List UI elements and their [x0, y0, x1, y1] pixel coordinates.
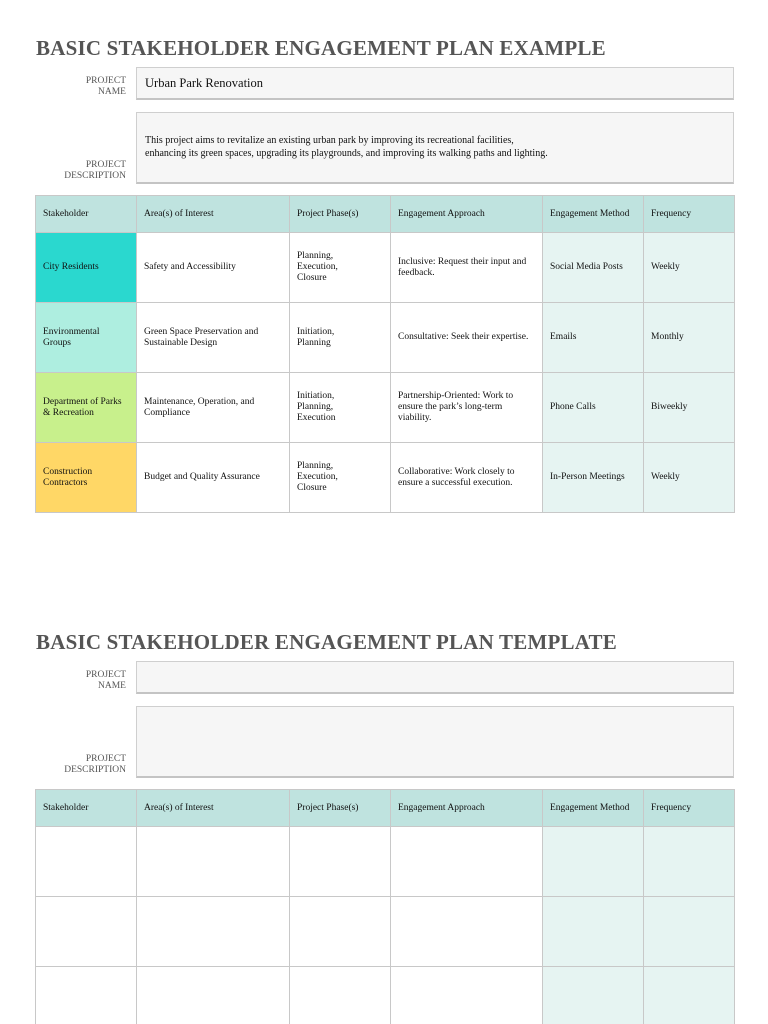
table-row	[36, 827, 735, 897]
cell-engagement-approach[interactable]: Consultative: Seek their expertise.	[391, 303, 543, 373]
table-row	[36, 967, 735, 1024]
cell-project-phases[interactable]	[290, 827, 391, 897]
example-project-description-label: PROJECT DESCRIPTION	[64, 160, 126, 181]
header-engagement-approach: Engagement Approach	[391, 196, 543, 233]
cell-engagement-approach[interactable]	[391, 967, 543, 1024]
cell-stakeholder[interactable]	[36, 827, 137, 897]
table-row	[36, 897, 735, 967]
cell-engagement-method[interactable]: Phone Calls	[543, 373, 644, 443]
table-row	[36, 303, 735, 373]
cell-project-phases[interactable]: Initiation, Planning	[290, 303, 391, 373]
table-row	[36, 443, 735, 513]
cell-stakeholder[interactable]	[36, 967, 137, 1024]
header-project-phases: Project Phase(s)	[290, 196, 391, 233]
cell-engagement-method[interactable]: Emails	[543, 303, 644, 373]
header-frequency: Frequency	[644, 196, 735, 233]
cell-frequency[interactable]	[644, 827, 735, 897]
table-row	[36, 373, 735, 443]
cell-project-phases[interactable]	[290, 897, 391, 967]
cell-engagement-method[interactable]: Social Media Posts	[543, 233, 644, 303]
cell-engagement-approach[interactable]: Collaborative: Work closely to ensure a successful execution.	[391, 443, 543, 513]
cell-stakeholder[interactable]: Department of Parks & Recreation	[36, 373, 137, 443]
header-area-of-interest: Area(s) of Interest	[137, 196, 290, 233]
cell-stakeholder[interactable]: Environmental Groups	[36, 303, 137, 373]
template-project-description-value	[137, 707, 733, 728]
example-project-name-value: Urban Park Renovation	[145, 76, 264, 90]
header-project-phases: Project Phase(s)	[290, 790, 391, 827]
cell-engagement-approach[interactable]: Partnership-Oriented: Work to ensure the park’s long-term viability.	[391, 373, 543, 443]
cell-project-phases[interactable]: Planning, Execution, Closure	[290, 233, 391, 303]
cell-area-of-interest[interactable]	[137, 967, 290, 1024]
cell-stakeholder[interactable]: City Residents	[36, 233, 137, 303]
cell-area-of-interest[interactable]	[137, 827, 290, 897]
cell-engagement-method[interactable]	[543, 897, 644, 967]
cell-stakeholder[interactable]: Construction Contractors	[36, 443, 137, 513]
cell-project-phases[interactable]: Initiation, Planning, Execution	[290, 373, 391, 443]
template-project-description-field[interactable]	[136, 706, 734, 778]
cell-engagement-approach[interactable]: Inclusive: Request their input and feedback.	[391, 233, 543, 303]
cell-engagement-approach[interactable]	[391, 897, 543, 967]
cell-engagement-method[interactable]: In-Person Meetings	[543, 443, 644, 513]
cell-frequency[interactable]: Weekly	[644, 233, 735, 303]
template-engagement-table	[35, 789, 735, 1024]
header-stakeholder: Stakeholder	[36, 196, 137, 233]
cell-area-of-interest[interactable]: Green Space Preservation and Sustainable Design	[137, 303, 290, 373]
cell-engagement-approach[interactable]	[391, 827, 543, 897]
cell-frequency[interactable]: Weekly	[644, 443, 735, 513]
cell-area-of-interest[interactable]: Safety and Accessibility	[137, 233, 290, 303]
cell-area-of-interest[interactable]	[137, 897, 290, 967]
header-frequency: Frequency	[644, 790, 735, 827]
template-title: BASIC STAKEHOLDER ENGAGEMENT PLAN TEMPLATE	[36, 630, 617, 654]
table-row	[36, 233, 735, 303]
cell-frequency[interactable]: Monthly	[644, 303, 735, 373]
example-project-name-field[interactable]	[136, 67, 734, 100]
cell-project-phases[interactable]: Planning, Execution, Closure	[290, 443, 391, 513]
cell-area-of-interest[interactable]: Budget and Quality Assurance	[137, 443, 290, 513]
header-engagement-method: Engagement Method	[543, 790, 644, 827]
header-stakeholder: Stakeholder	[36, 790, 137, 827]
cell-engagement-method[interactable]	[543, 827, 644, 897]
template-header-row	[36, 790, 735, 827]
cell-frequency[interactable]: Biweekly	[644, 373, 735, 443]
example-title: BASIC STAKEHOLDER ENGAGEMENT PLAN EXAMPLE	[36, 36, 606, 60]
template-project-name-label: PROJECT NAME	[85, 670, 126, 691]
example-project-name-label: PROJECT NAME	[85, 76, 126, 97]
example-engagement-table	[35, 195, 735, 513]
template-project-description-label: PROJECT DESCRIPTION	[64, 754, 126, 775]
cell-project-phases[interactable]	[290, 967, 391, 1024]
template-project-name-value	[137, 662, 733, 670]
example-project-description-field[interactable]	[136, 112, 734, 184]
cell-frequency[interactable]	[644, 967, 735, 1024]
cell-frequency[interactable]	[644, 897, 735, 967]
header-engagement-method: Engagement Method	[543, 196, 644, 233]
cell-area-of-interest[interactable]: Maintenance, Operation, and Compliance	[137, 373, 290, 443]
example-header-row	[36, 196, 735, 233]
example-project-description-value: This project aims to revitalize an existing urban park by improving its recreational facilities, enhancing its green spaces, upgrading its playgrounds, and improving its walking paths and lighting.	[145, 135, 548, 159]
cell-stakeholder[interactable]	[36, 897, 137, 967]
header-engagement-approach: Engagement Approach	[391, 790, 543, 827]
cell-engagement-method[interactable]	[543, 967, 644, 1024]
header-area-of-interest: Area(s) of Interest	[137, 790, 290, 827]
template-project-name-field[interactable]	[136, 661, 734, 694]
